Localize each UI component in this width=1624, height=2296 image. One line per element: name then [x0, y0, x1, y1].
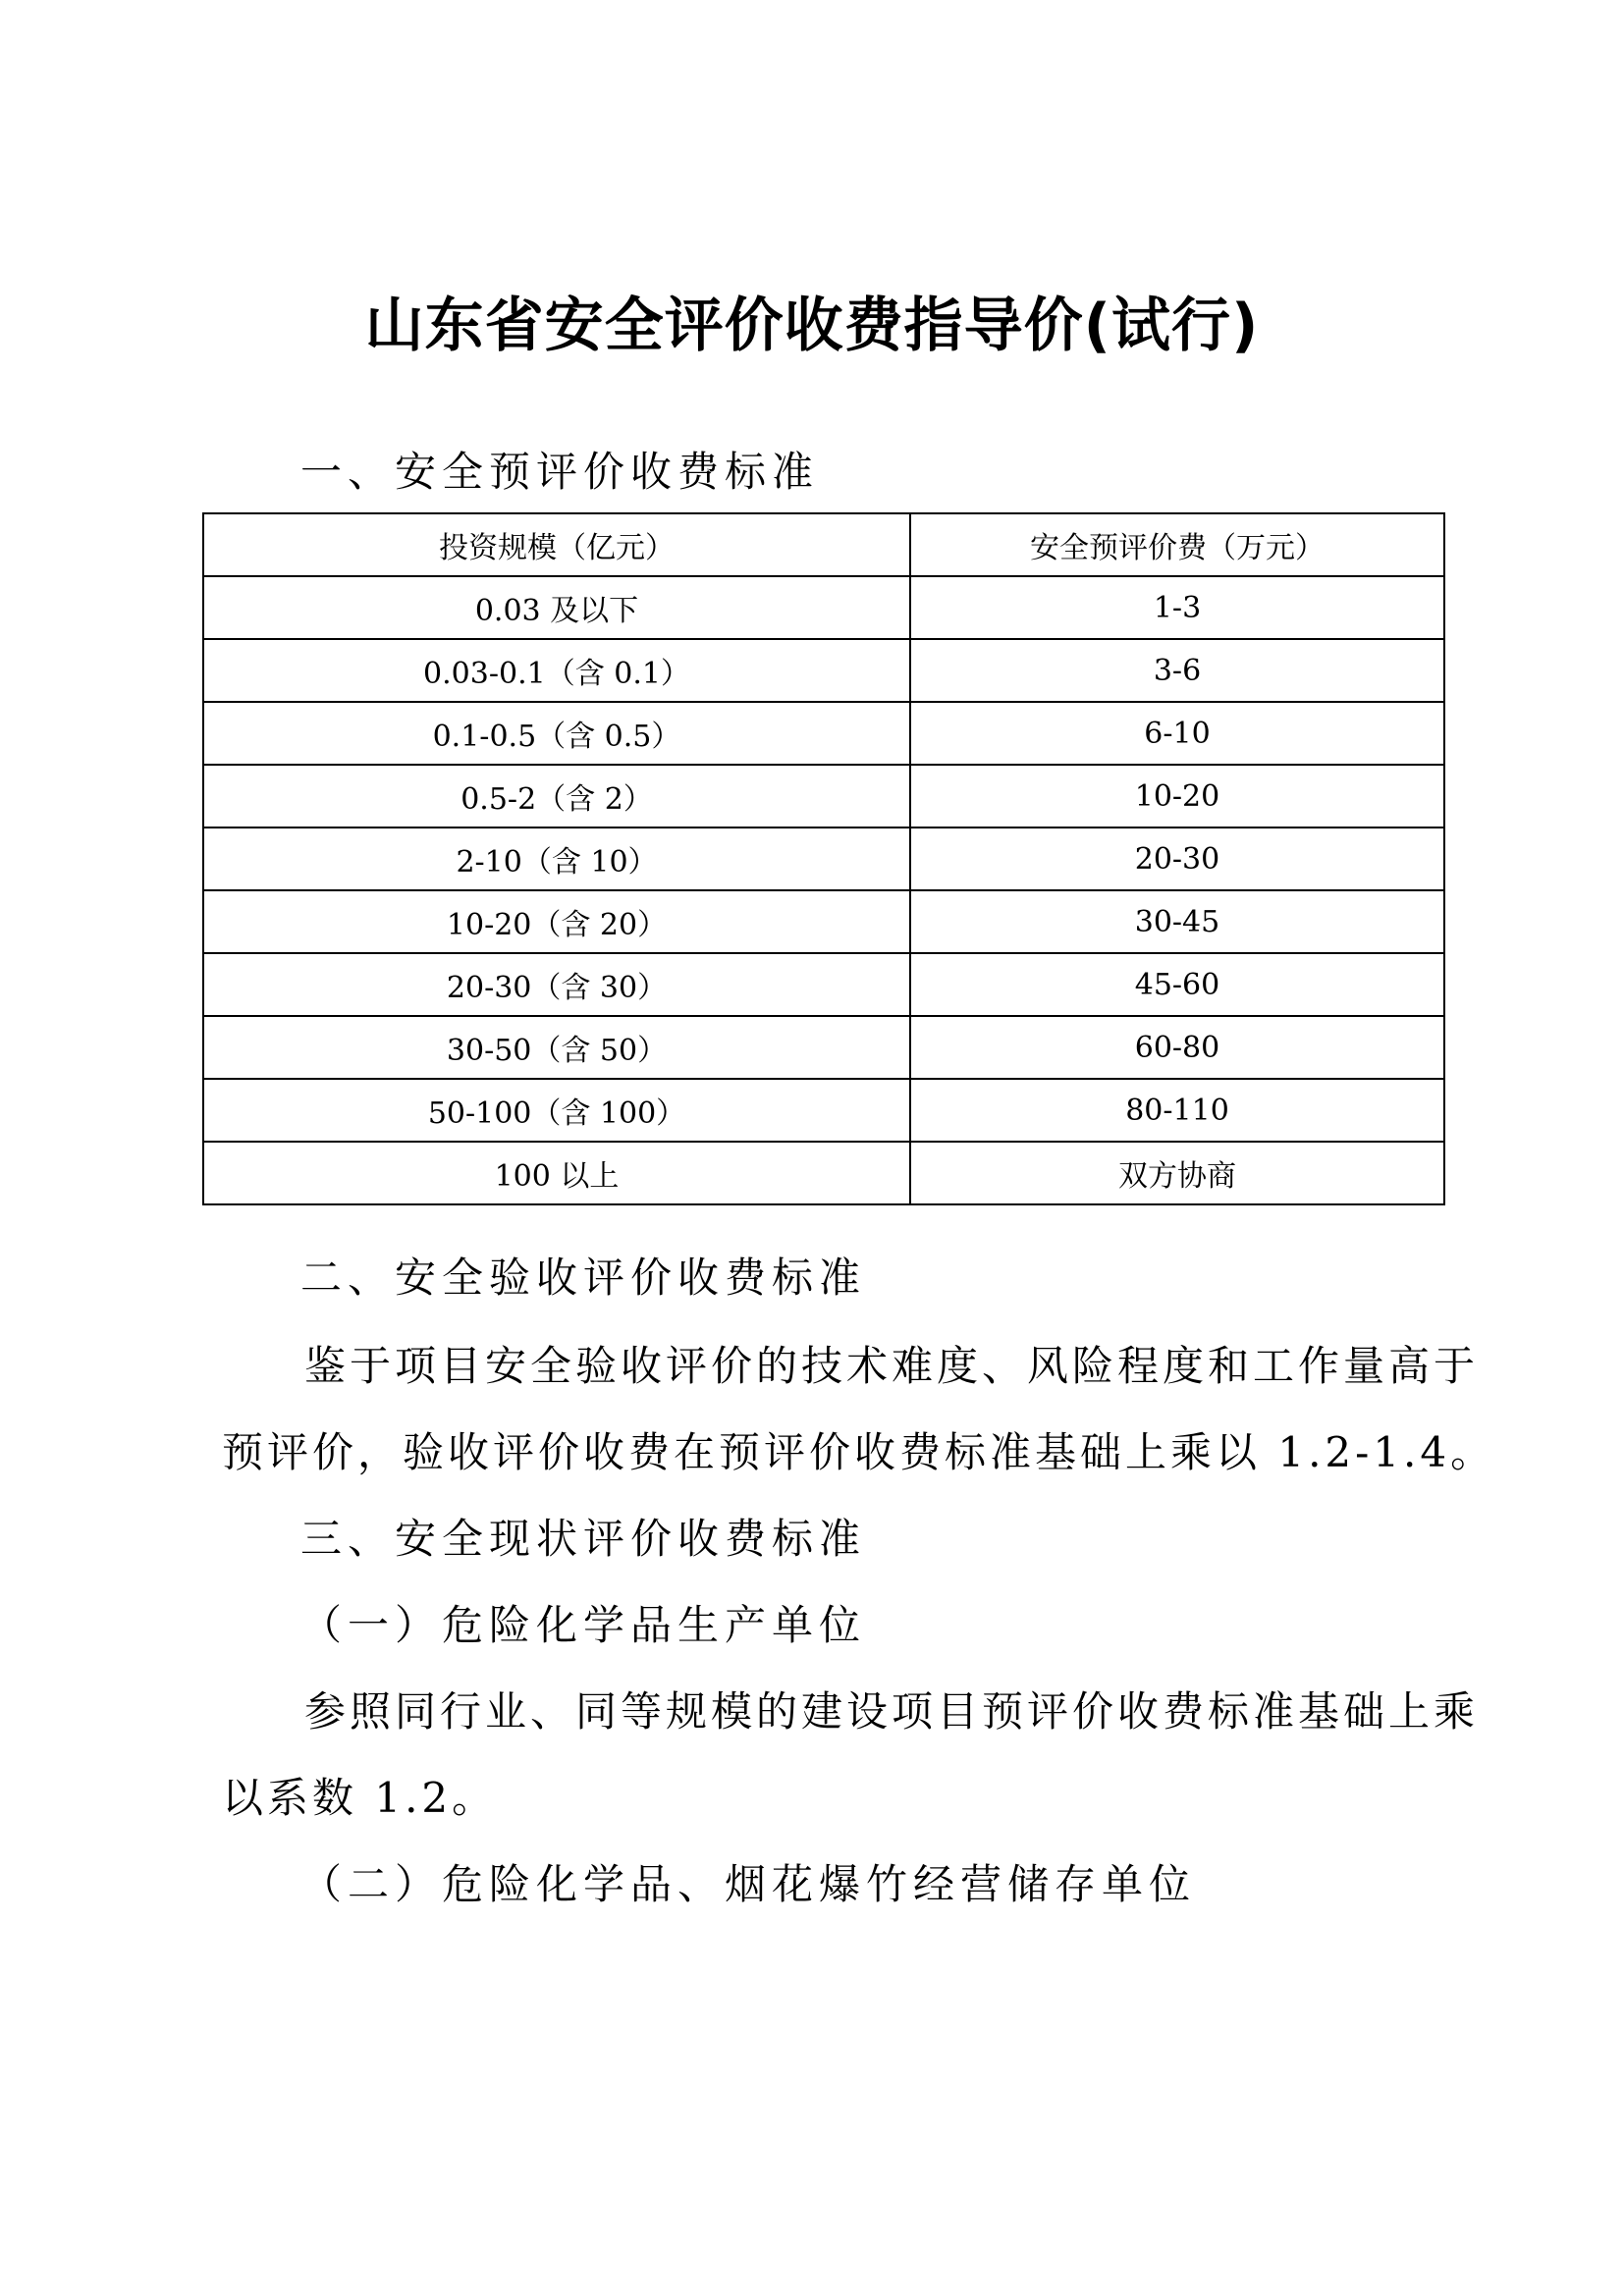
investment-scale-cell: 10-20（含 20） [203, 890, 910, 953]
table-header-row [203, 513, 1444, 576]
table-row [203, 702, 1444, 765]
investment-scale-cell: 50-100（含 100） [203, 1079, 910, 1142]
fee-table [202, 512, 1445, 1205]
section3-heading: 三、安全现状评价收费标准 [300, 1515, 867, 1563]
table-row [203, 828, 1444, 890]
fee-cell: 双方协商 [910, 1142, 1444, 1204]
table-row [203, 1079, 1444, 1142]
table-row [203, 765, 1444, 828]
section2-paragraph-line1: 鉴于项目安全验收评价的技术难度、风险程度和工作量高于 [304, 1342, 1480, 1390]
table-row [203, 639, 1444, 702]
investment-scale-cell: 0.03-0.1（含 0.1） [203, 639, 910, 702]
fee-cell: 60-80 [910, 1016, 1444, 1079]
header-investment-scale: 投资规模（亿元） [203, 513, 910, 576]
header-pre-evaluation-fee: 安全预评价费（万元） [910, 513, 1444, 576]
fee-cell: 1-3 [910, 576, 1444, 639]
section3-sub1-heading: （一）危险化学品生产单位 [300, 1601, 867, 1649]
section2-paragraph-line2: 预评价，验收评价收费在预评价收费标准基础上乘以 1.2-1.4。 [222, 1428, 1496, 1476]
document-title: 山东省安全评价收费指导价(试行) [364, 292, 1260, 360]
fee-cell: 10-20 [910, 765, 1444, 828]
section3-sub1-paragraph-line1: 参照同行业、同等规模的建设项目预评价收费标准基础上乘 [304, 1687, 1480, 1735]
fee-cell: 30-45 [910, 890, 1444, 953]
investment-scale-cell: 0.1-0.5（含 0.5） [203, 702, 910, 765]
section3-sub2-heading: （二）危险化学品、烟花爆竹经营储存单位 [300, 1860, 1197, 1908]
table-row [203, 890, 1444, 953]
table-row [203, 953, 1444, 1016]
investment-scale-cell: 2-10（含 10） [203, 828, 910, 890]
table-row [203, 1016, 1444, 1079]
fee-cell: 20-30 [910, 828, 1444, 890]
fee-cell: 80-110 [910, 1079, 1444, 1142]
investment-scale-cell: 20-30（含 30） [203, 953, 910, 1016]
investment-scale-cell: 30-50（含 50） [203, 1016, 910, 1079]
table-row [203, 576, 1444, 639]
section3-sub1-paragraph-line2: 以系数 1.2。 [222, 1774, 498, 1822]
fee-cell: 3-6 [910, 639, 1444, 702]
investment-scale-cell: 100 以上 [203, 1142, 910, 1204]
investment-scale-cell: 0.03 及以下 [203, 576, 910, 639]
section2-heading: 二、安全验收评价收费标准 [300, 1254, 867, 1302]
section1-heading: 一、安全预评价收费标准 [300, 448, 820, 496]
fee-cell: 6-10 [910, 702, 1444, 765]
fee-cell: 45-60 [910, 953, 1444, 1016]
investment-scale-cell: 0.5-2（含 2） [203, 765, 910, 828]
table-row [203, 1142, 1444, 1204]
